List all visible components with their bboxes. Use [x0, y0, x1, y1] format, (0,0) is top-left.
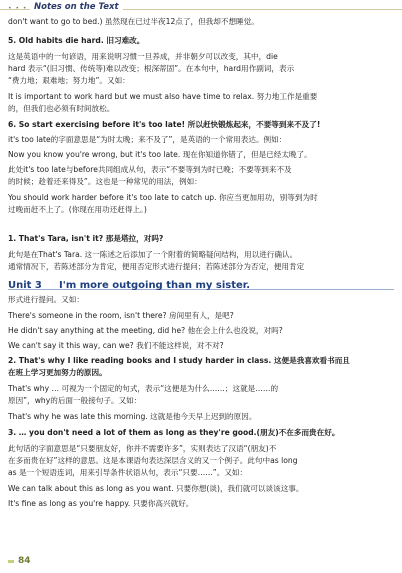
header-dots: • • • [8, 5, 28, 12]
page-number: 84 [18, 556, 31, 566]
text-line: 在班上学习更加努力的原因。 [8, 368, 107, 377]
text-line: 通常情况下，若陈述部分为肯定，便用否定形式进行提问；若陈述部分为否定，便用肯定 [8, 262, 305, 271]
text-line: That's why he was late this morning. 这就是他今天早上迟到的原因。 [8, 412, 257, 421]
text-line: That's why … 可视为一个固定的句式，表示“这便是为什么……；这就是……的 [8, 384, 279, 393]
text-line: 5. Old habits die hard. 旧习难改。 [8, 36, 145, 45]
text-line: 在多而贵在好”这样的意思。这是本课语句表达深层含义的又一个例子。此句中as long [8, 456, 298, 465]
text-line: You should work harder before it's too late to catch up. 你应当更加用功，别等到为时 [8, 193, 318, 202]
text-line: We can talk about this as long as you want. 只要你想(谈)，我们就可以谈该这事。 [8, 484, 304, 493]
text-line: Now you know you're wrong, but it's too late. 现在你知道你错了，但是已经太晚了。 [8, 150, 312, 159]
text-line: 的，但我们也必须有时间放松。 [8, 104, 115, 113]
text-line: “费力地；艰难地；努力地”。又如： [8, 76, 130, 85]
text-line: hard 表示“(旧习惯、传统等)难以改变；根深蒂固”。在本句中，hard用作副词，表示 [8, 64, 295, 73]
text-line: don't want to go to bed.) 虽然现在已过半夜12点了，但我却不想睡觉。 [8, 17, 259, 26]
text-line: 此处it's too late与before共同组成从句，表示“不要等到为时已晚；不要等到来不及 [8, 165, 292, 174]
text-line: 1. That's Tara, isn't it? 那是塔拉，对吗? [8, 234, 164, 243]
text-line: It is important to work hard but we must also have time to relax. 努力地工作是重要 [8, 92, 318, 101]
text-line: it's too late的字面意思是“为时太晚；来不及了”，是英语的一个常用表达。例如： [8, 135, 287, 144]
text-line: 过晚而赶不上了。(你现在用功还赶得上。) [8, 205, 147, 214]
text-line: 形式进行提问。又如： [8, 295, 84, 304]
unit-number: Unit 3 [8, 280, 42, 291]
page-header [0, 0, 402, 14]
text-line: 6. So start exercising before it's too late! 所以赶快锻炼起来，不要等到来不及了! [8, 120, 321, 129]
header-title: Notes on the Text [30, 2, 123, 12]
unit-heading [8, 273, 394, 290]
text-line: We can't say it this way, can we? 我们不能这样说，对不对? [8, 341, 224, 350]
text-line: 3. … you don't need a lot of them as long as they're good.(朋友)不在多而贵在好。 [8, 428, 340, 437]
text-line: 此句话的字面意思是“只要朋友好，你并不需要许多”，实则表达了汉语“(朋友)不 [8, 444, 277, 453]
text-line: 的时候；趁着还来得及”。这也是一种常见的用法，例如： [8, 177, 202, 186]
text-line: 这是英语中的一句谚语，用来说明习惯一旦养成，并非朝夕可以改变，其中，die [8, 52, 278, 61]
page-number-bar [8, 560, 14, 563]
text-line: 此句是在That's Tara. 这一陈述之后添加了一个附着的简略疑问结构，用以进行确认。 [8, 250, 298, 259]
text-line: It's fine as long as you're happy. 只要你高兴就好。 [8, 499, 194, 508]
text-line: 原因”，why的后面一般接句子。又如： [8, 396, 142, 405]
unit-title: I'm more outgoing than my sister. [59, 280, 251, 291]
text-line: He didn't say anything at the meeting, did he? 他在会上什么也没说，对吗? [8, 326, 283, 335]
text-line: There's someone in the room, isn't there? 房间里有人，是吧? [8, 311, 234, 320]
text-line: 2. That's why I like reading books and I study harder in class. 这便是我喜欢看书而且 [8, 356, 350, 365]
text-line: as 是一个短语连词，用来引导条件状语从句，表示“只要……”。又如： [8, 468, 248, 477]
